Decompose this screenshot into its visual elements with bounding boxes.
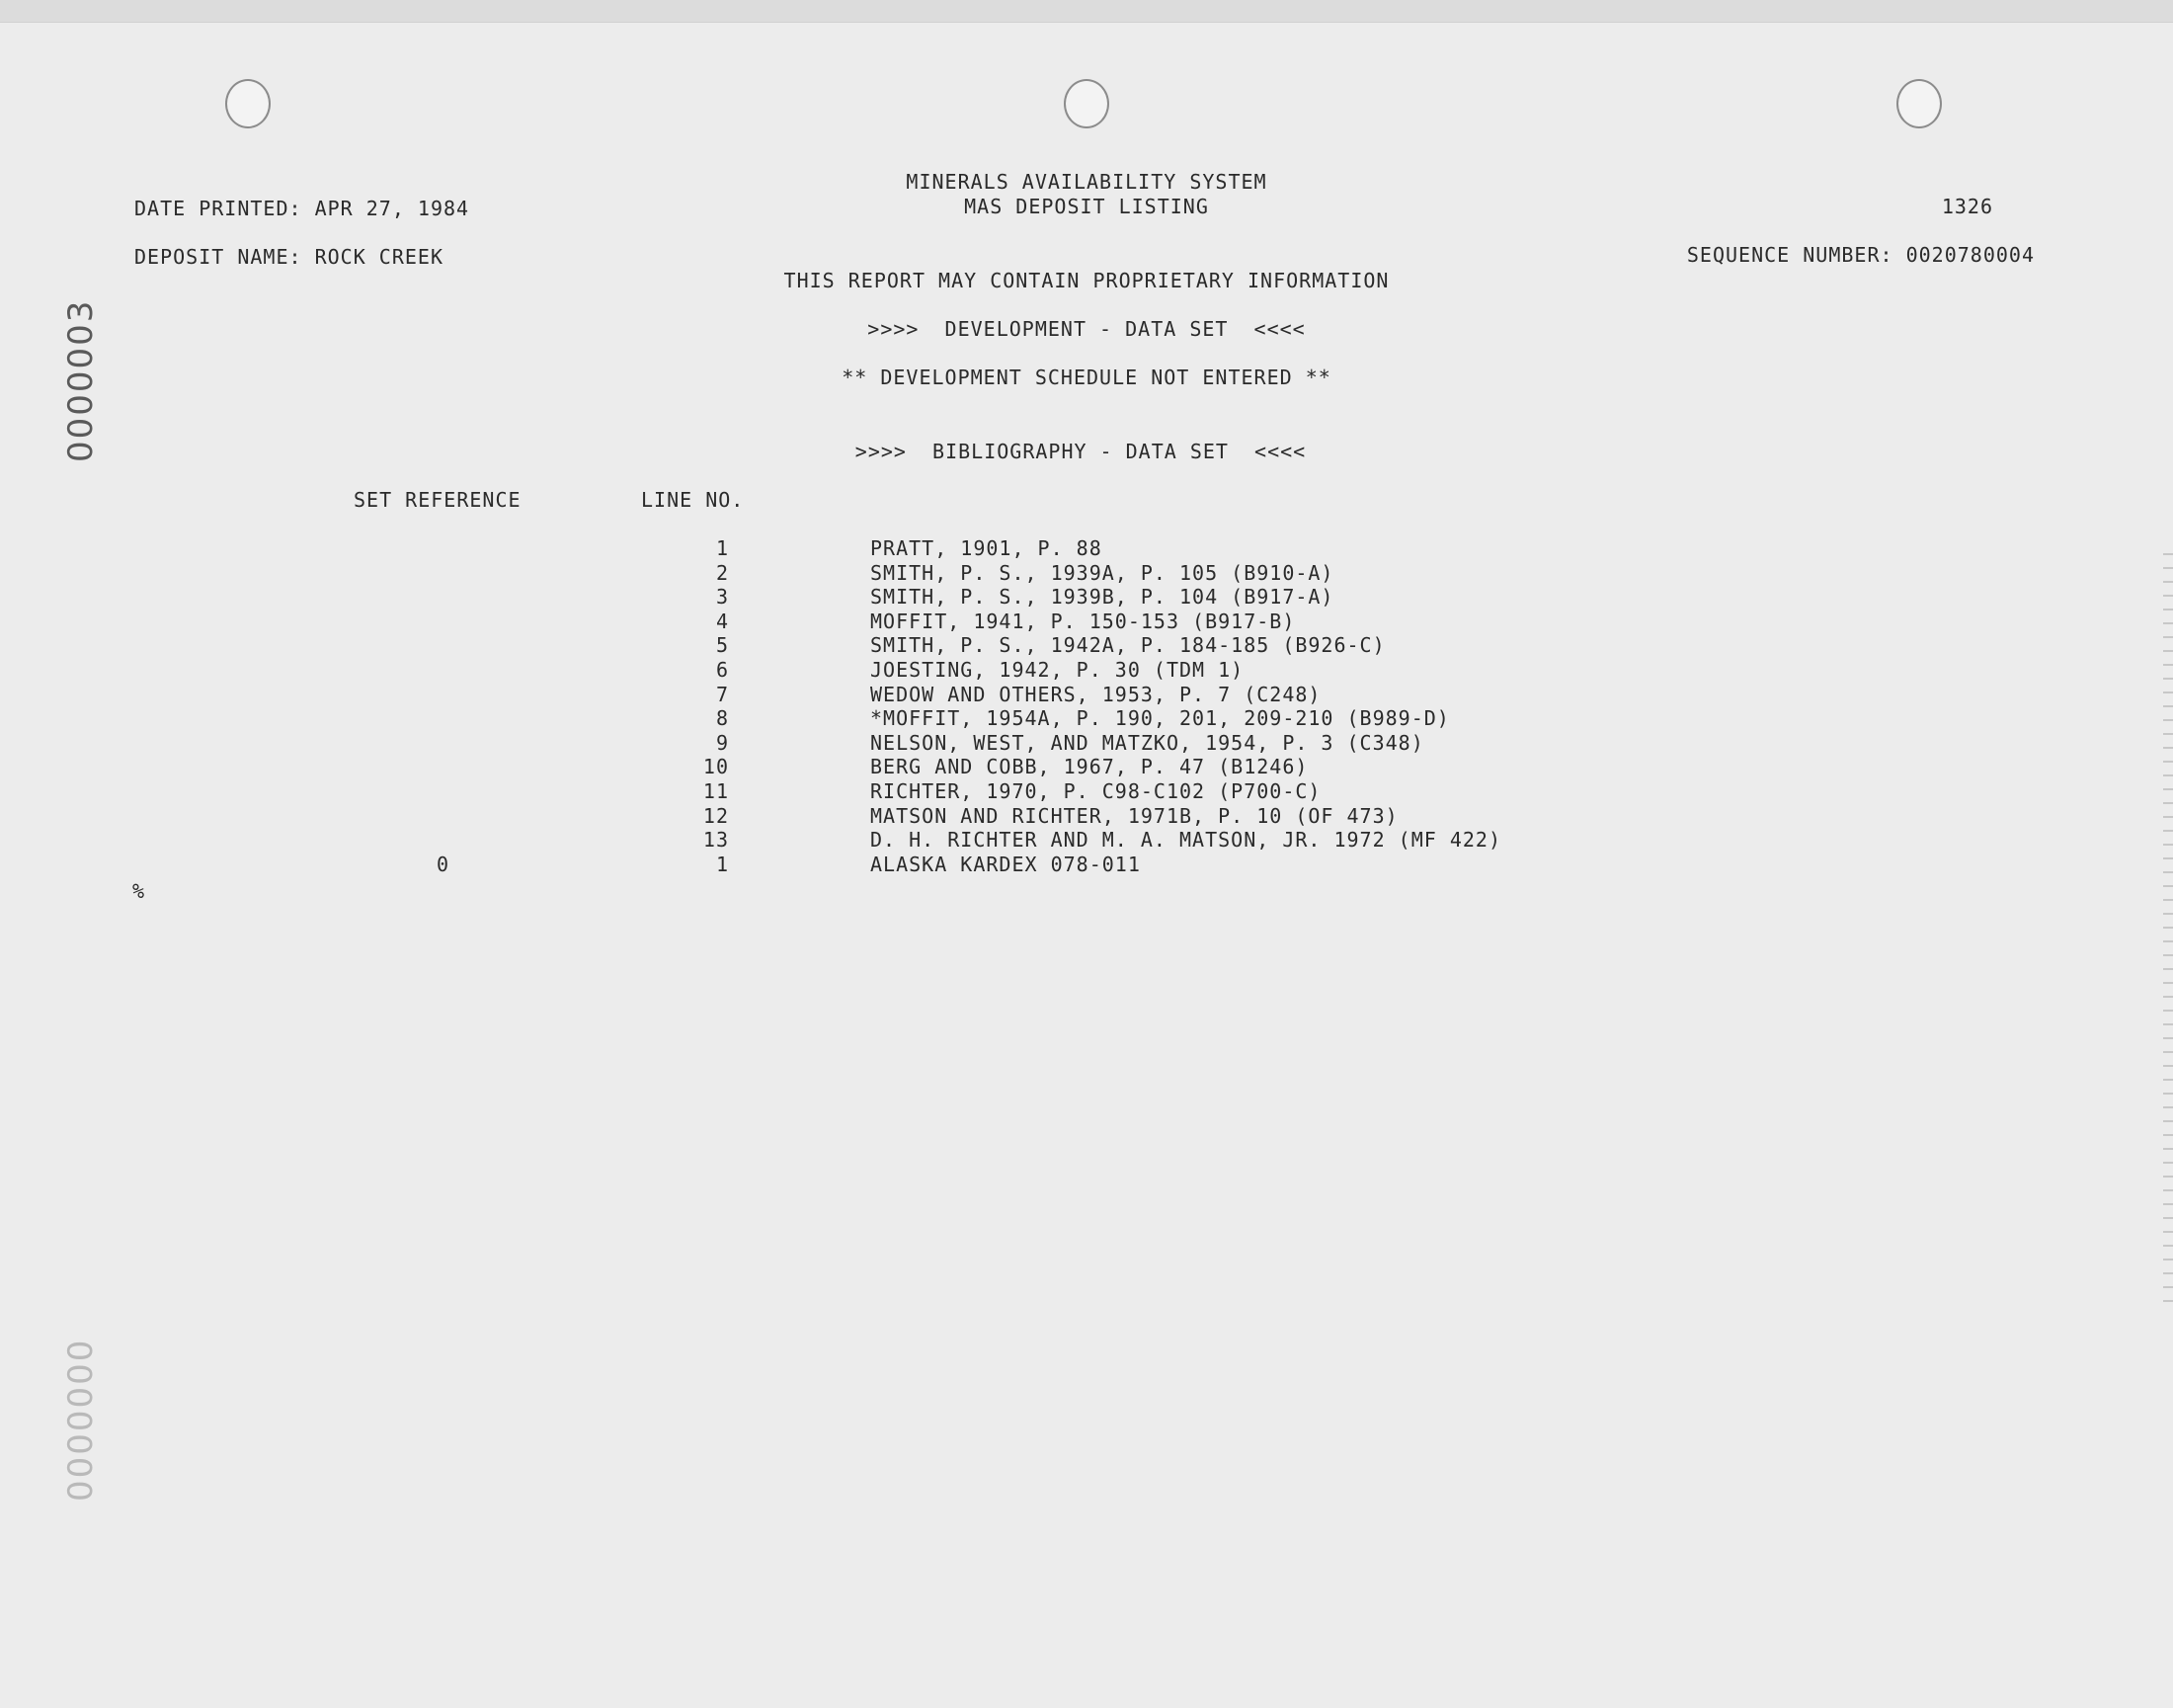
- line-number-cell: 2: [715, 561, 729, 585]
- reference-cell: *MOFFIT, 1954A, P. 190, 201, 209-210 (B989-D): [870, 706, 1450, 730]
- line-number-cell: 3: [715, 585, 729, 609]
- line-number-cell: 6: [715, 658, 729, 682]
- development-note: ** DEVELOPMENT SCHEDULE NOT ENTERED **: [842, 366, 1331, 389]
- reference-cell: NELSON, WEST, AND MATZKO, 1954, P. 3 (C348): [870, 731, 1424, 755]
- line-number-cell: 12: [702, 804, 729, 828]
- line-number-cell: 5: [715, 633, 729, 657]
- line-number-cell: 9: [715, 731, 729, 755]
- line-number-cell: 1: [715, 853, 729, 876]
- system-title: MINERALS AVAILABILITY SYSTEM: [906, 170, 1267, 194]
- bibliography-heading: >>>> BIBLIOGRAPHY - DATA SET <<<<: [854, 440, 1307, 463]
- sequence-number: SEQUENCE NUMBER: 0020780004: [1686, 243, 2035, 267]
- listing-title: MAS DEPOSIT LISTING: [964, 195, 1209, 218]
- reference-cell: SMITH, P. S., 1942A, P. 184-185 (B926-C): [870, 633, 1386, 657]
- line-number-cell: 4: [715, 610, 729, 633]
- deposit-name: DEPOSIT NAME: ROCK CREEK: [134, 245, 443, 269]
- line-number-cell: 11: [702, 779, 729, 803]
- reference-cell: ALASKA KARDEX 078-011: [870, 853, 1141, 876]
- reference-cell: WEDOW AND OTHERS, 1953, P. 7 (C248): [870, 683, 1322, 706]
- column-header-line-no: LINE NO.: [641, 488, 745, 512]
- side-stamp-faint: 0000000: [61, 1338, 101, 1502]
- line-number-cell: 13: [702, 828, 729, 852]
- reference-cell: SMITH, P. S., 1939A, P. 105 (B910-A): [870, 561, 1334, 585]
- reference-cell: SMITH, P. S., 1939B, P. 104 (B917-A): [870, 585, 1334, 609]
- side-stamp: 0000003: [61, 298, 101, 462]
- reference-cell: PRATT, 1901, P. 88: [870, 536, 1102, 560]
- proprietary-notice: THIS REPORT MAY CONTAIN PROPRIETARY INFORMATION: [783, 269, 1390, 292]
- end-mark: %: [132, 879, 146, 903]
- binder-hole-right: [1896, 79, 1942, 128]
- line-number-cell: 1: [715, 536, 729, 560]
- reference-cell: MATSON AND RICHTER, 1971B, P. 10 (OF 473): [870, 804, 1399, 828]
- page-number: 1326: [1941, 195, 1993, 218]
- set-reference-cell: 0: [437, 853, 450, 876]
- reference-cell: D. H. RICHTER AND M. A. MATSON, JR. 1972 (MF 422): [870, 828, 1502, 852]
- reference-cell: RICHTER, 1970, P. C98-C102 (P700-C): [870, 779, 1322, 803]
- line-number-cell: 8: [715, 706, 729, 730]
- date-printed: DATE PRINTED: APR 27, 1984: [134, 197, 470, 220]
- line-number-cell: 7: [715, 683, 729, 706]
- page-edge-stripes: [2163, 553, 2173, 1304]
- column-header-set-reference: SET REFERENCE: [354, 488, 522, 512]
- development-heading: >>>> DEVELOPMENT - DATA SET <<<<: [867, 317, 1306, 341]
- binder-hole-left: [225, 79, 271, 128]
- reference-cell: BERG AND COBB, 1967, P. 47 (B1246): [870, 755, 1309, 778]
- binder-hole-center: [1064, 79, 1109, 128]
- reference-cell: MOFFIT, 1941, P. 150-153 (B917-B): [870, 610, 1296, 633]
- line-number-cell: 10: [702, 755, 729, 778]
- reference-cell: JOESTING, 1942, P. 30 (TDM 1): [870, 658, 1245, 682]
